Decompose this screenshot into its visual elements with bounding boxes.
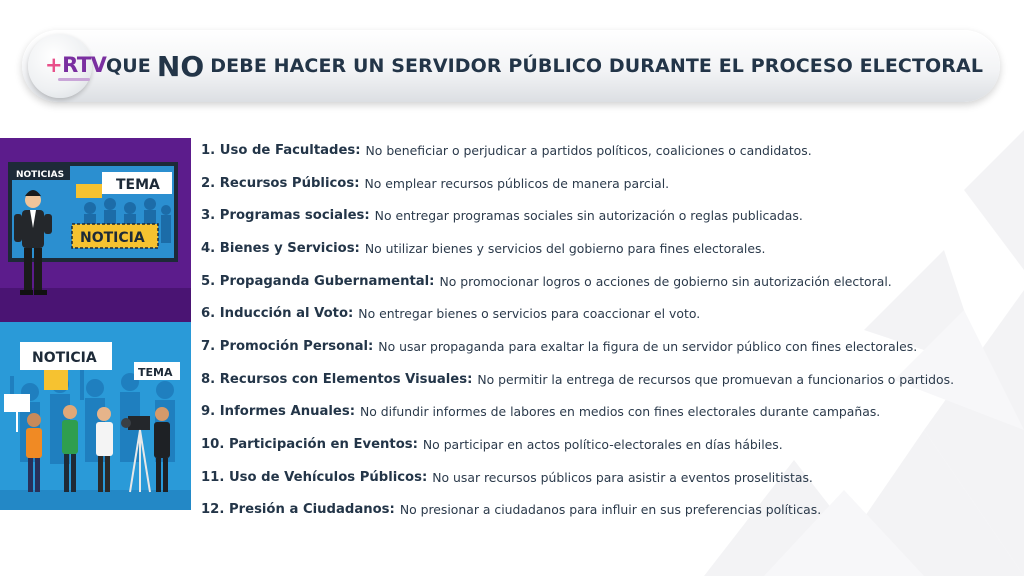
list-item bbox=[201, 134, 1011, 167]
list-item bbox=[201, 428, 1011, 461]
list-item bbox=[201, 461, 1011, 494]
title-prefix: QUE bbox=[106, 55, 151, 77]
noticias-label: NOTICIAS bbox=[16, 170, 65, 180]
rule-title: 3. Programas sociales: bbox=[201, 208, 370, 224]
noticia-sign-label: NOTICIA bbox=[32, 350, 97, 366]
list-item bbox=[201, 232, 1011, 265]
rule-text: No usar recursos públicos para asistir a eventos proselitistas. bbox=[432, 469, 813, 485]
rtv-logo bbox=[28, 34, 107, 98]
list-item bbox=[201, 396, 1011, 429]
tema-label: TEMA bbox=[116, 177, 160, 193]
rule-text: No usar propaganda para exaltar la figura de un servidor público con fines electorales. bbox=[378, 338, 918, 354]
rule-text: No promocionar logros o acciones de gobierno sin autorización electoral. bbox=[439, 273, 892, 289]
list-item bbox=[201, 297, 1011, 330]
title-suffix: DEBE HACER UN SERVIDOR PÚBLICO DURANTE EL PROCESO ELECTORAL bbox=[210, 55, 984, 77]
rule-title: 10. Participación en Eventos: bbox=[201, 437, 418, 453]
rule-text: No utilizar bienes y servicios del gobierno para fines electorales. bbox=[364, 240, 766, 256]
rule-title: 9. Informes Anuales: bbox=[201, 404, 355, 420]
rule-text: No beneficiar o perjudicar a partidos políticos, coaliciones o candidatos. bbox=[365, 142, 812, 158]
rule-text: No permitir la entrega de recursos que promuevan a funcionarios o partidos. bbox=[477, 371, 955, 387]
rule-title: 1. Uso de Facultades: bbox=[201, 142, 361, 158]
rule-title: 11. Uso de Vehículos Públicos: bbox=[201, 469, 428, 485]
rule-text: No participar en actos político-electorales en días hábiles. bbox=[422, 437, 783, 453]
noticia-label: NOTICIA bbox=[80, 230, 145, 246]
list-item bbox=[201, 265, 1011, 298]
rule-title: 6. Inducción al Voto: bbox=[201, 306, 354, 322]
rule-title: 12. Presión a Ciudadanos: bbox=[201, 502, 395, 518]
logo-underline bbox=[58, 78, 90, 81]
list-item bbox=[201, 494, 1011, 527]
rule-text: No entregar programas sociales sin autorización o reglas publicadas. bbox=[374, 208, 803, 224]
rule-text: No difundir informes de labores en medios con fines electorales durante campañas. bbox=[359, 404, 881, 420]
illustration-news-studio bbox=[0, 138, 191, 322]
rule-text: No entregar bienes o servicios para coaccionar el voto. bbox=[358, 306, 701, 322]
rule-title: 2. Recursos Públicos: bbox=[201, 175, 360, 191]
rule-title: 4. Bienes y Servicios: bbox=[201, 240, 360, 256]
page-title bbox=[106, 30, 986, 102]
title-emphasis: NO bbox=[156, 49, 205, 83]
rule-text: No presionar a ciudadanos para influir en sus preferencias políticas. bbox=[399, 502, 822, 518]
list-item bbox=[201, 167, 1011, 200]
rules-list bbox=[201, 134, 1011, 526]
logo-plus: + bbox=[45, 53, 63, 77]
header-banner bbox=[22, 30, 1000, 102]
rule-title: 5. Propaganda Gubernamental: bbox=[201, 273, 435, 289]
rule-title: 8. Recursos con Elementos Visuales: bbox=[201, 371, 473, 387]
list-item bbox=[201, 363, 1011, 396]
rule-text: No emplear recursos públicos de manera parcial. bbox=[364, 175, 670, 191]
tema-sign-label: TEMA bbox=[138, 366, 173, 379]
illustration-reporters bbox=[0, 322, 191, 510]
list-item bbox=[201, 330, 1011, 363]
logo-text: RTV bbox=[62, 53, 107, 77]
rule-title: 7. Promoción Personal: bbox=[201, 338, 374, 354]
list-item bbox=[201, 199, 1011, 232]
